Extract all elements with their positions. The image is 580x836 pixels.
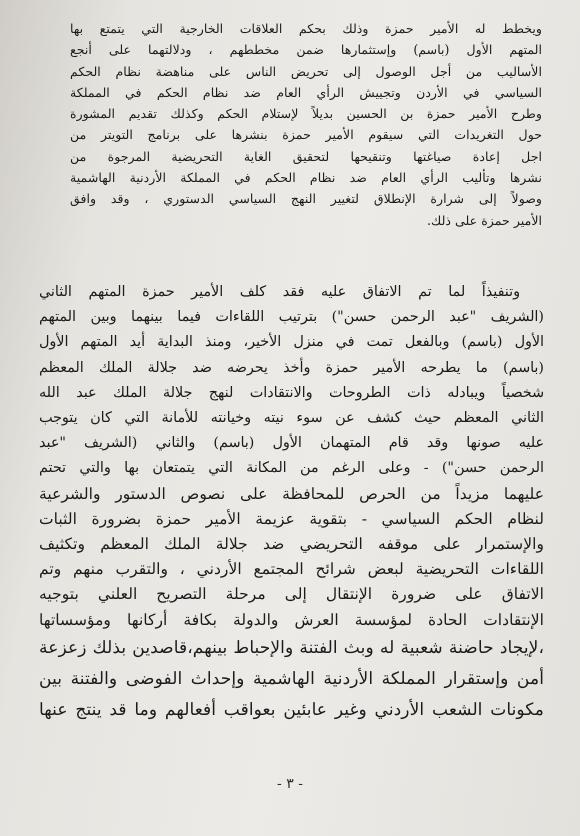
text-line: عليهما مزيداً من الحرص للمحافظة على نصوص الدستور والشرعية xyxy=(39,484,544,503)
text-line: الرحمن حسن") - وعلى الرغم من المكانة التي يتمتعان بها والتي تحتم xyxy=(39,460,544,477)
text-line: الاتفاق على ضرورة الإنتقال إلى مرحلة التصريح العلني بتوجيه xyxy=(39,585,544,604)
text-line: أمن وإستقرار المملكة الأردنية الهاشمية وإحداث الفوضى والفتنة بين xyxy=(39,668,544,689)
text-line: وصولاً إلى شرارة الإنطلاق لتغيير النهج السياسي الدستوري ، وقد وافق xyxy=(70,191,542,207)
text-line: اجل إعادة صياغتها وتنقيحها لتحقيق الغاية التحريضية المرجوة من xyxy=(70,148,542,164)
text-line: اللقاءات التحريضية لبعض شرائح المجتمع الأردني ، والتقرب منهم وتم xyxy=(39,560,544,579)
text-line: شخصياً ويبادله ذات الطروحات والانتقادات لنهج جلالة الملك عبد الله xyxy=(39,384,544,401)
text-line: (باسم) ما يطرحه الأمير حمزة وأخذ يحرضه ضد جلالة الملك المعظم xyxy=(39,359,544,376)
text-line: (الشريف "عبد الرحمن حسن") بترتيب اللقاءات فيما بينهما وبين المتهم xyxy=(39,309,544,326)
page-number: - ٣ - xyxy=(277,776,303,792)
text-line: ،لإيجاد حاضنة شعبية له وبث الفتنة والإحباط بينهم،قاصدين بذلك زعزعة xyxy=(39,637,544,658)
paragraph-1 xyxy=(70,18,542,231)
text-line: الأمير حمزة على ذلك. xyxy=(426,212,542,228)
paragraph-2 xyxy=(39,280,544,726)
text-line: حول التغريدات التي سيقوم الأمير حمزة بنشرها على برنامج التويتر من xyxy=(70,127,542,143)
text-line: عليه صونها وقد قام المتهمان الأول (باسم) والثاني (الشريف "عبد xyxy=(39,435,544,452)
text-line: الثاني المعظم حيث كشف عن سوء نيته وخيانته للأمانة التي كان يتوجب xyxy=(39,410,544,427)
text-line: وطرح الأمير حمزة بن الحسين بديلاً لإستلام الحكم وكذلك تقديم المشورة xyxy=(70,106,542,122)
text-line: الأول (باسم) وبالفعل تمت في منزل الأخير، ومنذ البداية أيد المتهم الأول xyxy=(39,334,544,351)
text-line: السياسي في الأردن وتجييش الرأي العام ضد نظام الحكم في المملكة xyxy=(70,84,542,100)
text-line: والإستمرار على موقفه التحريضي ضد جلالة الملك المعظم وتكثيف xyxy=(39,535,544,554)
text-line: نشرها وتأليب الرأي العام ضد نظام الحكم في المملكة الأردنية الهاشمية xyxy=(70,170,542,186)
text-line: لنظام الحكم السياسي - بتقوية عزيمة الأمير حمزة بضرورة الثبات xyxy=(39,509,544,528)
text-line: مكونات الشعب الأردني وغير عابئين بعواقب أفعالهم وما قد ينتج عنها xyxy=(39,699,544,720)
text-line: الأساليب من أجل الوصول إلى تحريض الناس على مناهضة نظام الحكم xyxy=(70,63,542,79)
text-line: وتنفيذاً لما تم الاتفاق عليه فقد كلف الأمير حمزة المتهم الثاني xyxy=(39,284,520,300)
text-line: الإنتقادات الحادة لمؤسسة العرش والدولة بكافة أركانها ومؤسساتها xyxy=(39,610,544,629)
text-line: ويخطط له الأمير حمزة وذلك بحكم العلاقات الخارجية التي يتمتع بها xyxy=(70,21,542,36)
text-line: المتهم الأول (باسم) وإستثمارها ضمن مخططهم ، ودلالتهما على أنجع xyxy=(70,42,542,58)
